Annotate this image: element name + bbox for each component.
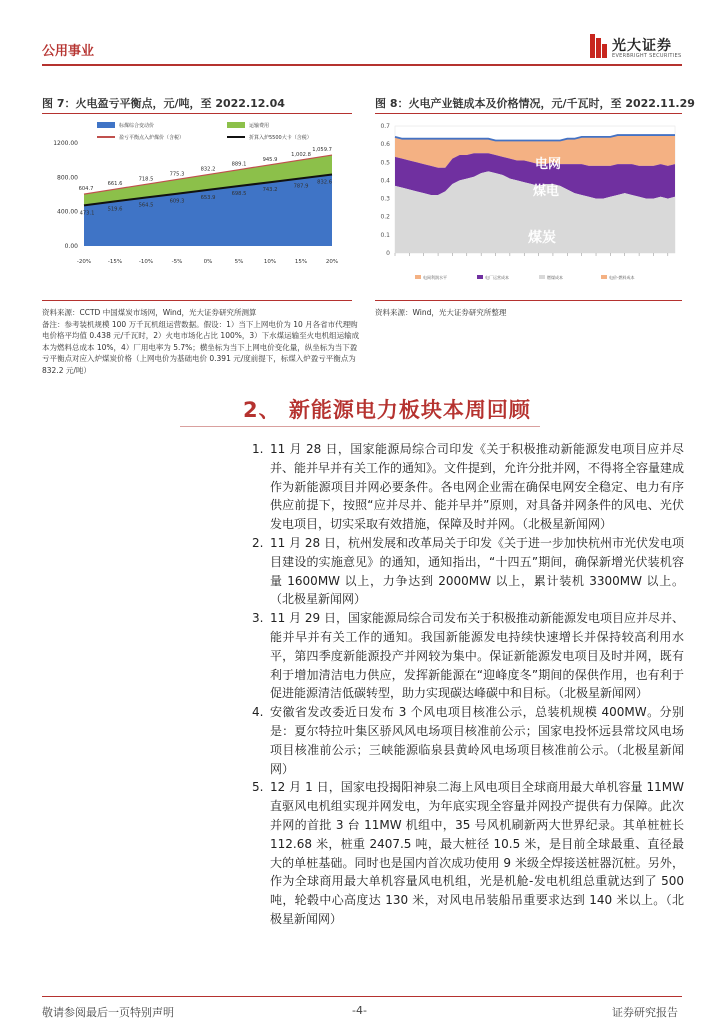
- data-label: 718.5: [138, 176, 154, 183]
- data-label: 889.1: [231, 161, 247, 168]
- page-header: [0, 0, 724, 72]
- area-label: 煤炭: [528, 230, 556, 246]
- y-tick-label: 0.5: [380, 159, 390, 167]
- logo-mark-icon: [590, 34, 608, 58]
- legend-label: 折算入炉5500大卡（含税）: [249, 135, 312, 141]
- legend-label: 标煤综合变动价: [119, 123, 155, 129]
- y-tick-label: 0.3: [380, 195, 390, 203]
- figure-7-title-rule: [42, 113, 352, 114]
- x-tick-label: 5%: [234, 259, 244, 265]
- figure-7-source: 资料来源：CCTD 中国煤炭市场网，Wind，光大证券研究所测算: [42, 308, 257, 317]
- data-label: 604.7: [78, 186, 94, 193]
- data-label: 787.9: [293, 183, 309, 190]
- data-label: 743.2: [262, 187, 278, 194]
- data-label: 473.1: [79, 210, 95, 217]
- x-tick-label: 20%: [325, 259, 339, 265]
- legend-swatch: [601, 275, 607, 279]
- item-number: 5.: [252, 780, 264, 795]
- y-tick-label: 0.7: [380, 123, 390, 130]
- y-tick-label: 0.00: [64, 243, 78, 250]
- section-title: 2、 新能源电力板块本周回顾: [243, 398, 531, 422]
- figure-7-title: 图 7：火电盈亏平衡点，元/吨，至 2022.12.04: [42, 97, 285, 110]
- logo-text: 光大证券: [612, 38, 672, 54]
- legend-swatch: [97, 122, 115, 128]
- footer-rule: [42, 996, 682, 997]
- cost-chain-chart: [375, 118, 680, 283]
- figure-8-title: 图 8：火电产业链成本及价格情况，元/千瓦时，至 2022.11.29: [375, 97, 695, 110]
- figure-8-source: 资料来源：Wind，光大证券研究所整理: [375, 308, 507, 317]
- legend-swatch: [539, 275, 545, 279]
- y-tick-label: 0: [386, 250, 390, 257]
- y-tick-label: 0.4: [380, 177, 390, 185]
- x-tick-label: -10%: [138, 259, 154, 265]
- figure-8-source-rule: [375, 300, 682, 301]
- item-text: 安徽省发改委近日发布 3 个风电项目核准公示，总装机规模 400MW。分别是：夏尔特拉叶集区骄风风电场项目核准前公示；国家电投怀远县常坟风电场项目核准前公示；三峡能源临泉县黄岭风电场项目核准前公示。（北极星新闻网）: [270, 705, 684, 776]
- legend-swatch: [477, 275, 483, 279]
- legend-swatch: [415, 275, 421, 279]
- data-label: 519.6: [107, 206, 123, 213]
- item-number: 2.: [252, 535, 264, 550]
- footer-disclaimer: 敬请参阅最后一页特别声明: [42, 1006, 174, 1019]
- data-label: 832.2: [200, 166, 216, 173]
- footer-label: 证券研究报告: [612, 1006, 678, 1019]
- legend-label: 燃煤成本: [547, 275, 563, 280]
- data-label: 945.9: [262, 156, 278, 163]
- legend-swatch: [227, 122, 245, 128]
- legend-label: 电价-燃料成本: [609, 275, 635, 280]
- item-number: 3.: [252, 611, 264, 626]
- header-rule: [42, 64, 682, 66]
- data-label: 698.5: [231, 191, 247, 198]
- figure-7-notes: [42, 307, 362, 376]
- figure-8-title-rule: [375, 113, 682, 114]
- list-item: [252, 609, 684, 703]
- data-label: 1,002.8: [291, 151, 311, 158]
- legend-label: 电网利润水平: [423, 275, 447, 280]
- y-tick-label: 1200.00: [53, 140, 78, 147]
- x-tick-label: -5%: [171, 259, 183, 265]
- section-rule: [180, 426, 540, 427]
- list-item: [252, 703, 684, 778]
- page-number: -4-: [352, 1004, 367, 1017]
- item-text: 12 月 1 日，国家电投揭阳神泉二海上风电项目全球商用最大单机容量 11MW 直驱风电机组实现并网发电，为年底实现全容量并网投产提供有力保障。此次并网的首批 3 台 11MW 机组中，35 号风机刷新两大世界纪录。其单桩桩长 112.68 米，桩重 2407.5 吨，最大桩径 10.5 米，是目前全球最重、直径最大的单桩基础。同时也是国内首次成功使用 9 米级全焊接送桩器沉桩。另外，作为全球商用最大单机容量风电机组，光是机舱-发电机组总重就达到了 500 吨，轮毂中心高度达 130 米，对风电吊装船吊重要求达到 140 米以上。（北极星新闻网）: [270, 780, 684, 926]
- y-tick-label: 0.6: [380, 141, 390, 149]
- item-text: 11 月 28 日，国家能源局综合司印发《关于积极推动新能源发电项目应并尽并、能并早并有关工作的通知》。文件提到，允许分批并网，不得将全容量建成作为新能源项目并网必要条件。各电网企业需在确保电网安全稳定、电力有序供应前提下，按照“应并尽并、能并早并”原则，对具备并网条件的风电、光伏发电项目，切实采取有效措施，保障及时并网。（北极星新闻网）: [270, 442, 685, 532]
- y-tick-label: 0.2: [380, 213, 390, 221]
- figure-7-source-rule: [42, 300, 352, 301]
- x-tick-label: 0%: [203, 259, 213, 265]
- data-label: 609.3: [169, 198, 185, 205]
- area-label: 电网: [535, 157, 562, 172]
- data-label: 832.6: [317, 179, 332, 186]
- breakeven-chart: [42, 118, 342, 283]
- item-number: 4.: [252, 705, 264, 720]
- data-label: 1,059.7: [312, 147, 332, 154]
- data-label: 661.6: [107, 181, 123, 188]
- data-label: 775.3: [169, 171, 185, 178]
- legend-label: 运输费用: [249, 123, 270, 129]
- list-item: [252, 534, 684, 609]
- y-tick-label: 400.00: [57, 208, 78, 216]
- x-tick-label: 10%: [263, 259, 277, 265]
- list-item: [252, 440, 684, 534]
- item-text: 11 月 28 日，杭州发展和改革局关于印发《关于进一步加快杭州市光伏发电项目建设的实施意见》的通知，通知指出，“十四五”期间，确保新增光伏装机容量 1600MW 以上，力争达到 2000MW 以上，累计装机 3300MW 以上。（北极星新闻网）: [270, 535, 684, 607]
- y-tick-label: 0.1: [380, 231, 390, 239]
- figure-7-note: 备注：参考装机规模 100 万千瓦机组运营数据。假设：1）当下上网电价为 10 月各省市代理购电价格平均值 0.438 元/千瓦时，2）火电市场化占比 100%，3）下水煤运输至火电机组运输成本为燃料总成本 10%，4）厂用电率为 5.7%；横坐标为当下上网电价变化量，纵坐标为当下盈亏平衡点对应入炉煤炭价格（上网电价为基础电价 0.391 元/度前提下，标煤入炉盈亏平衡点为 832.2 元/吨）: [42, 319, 360, 375]
- data-label: 653.9: [200, 194, 216, 201]
- news-list: [252, 440, 684, 929]
- y-tick-label: 800.00: [57, 174, 78, 182]
- legend-label: 盈亏平衡点入炉煤价（含税）: [119, 135, 185, 141]
- x-tick-label: -15%: [107, 259, 123, 265]
- item-number: 1.: [252, 442, 264, 456]
- brand-logo: [590, 34, 690, 62]
- list-item: [252, 778, 684, 928]
- x-tick-label: 15%: [294, 259, 308, 265]
- item-text: 11 月 29 日，国家能源局综合司发布关于积极推动新能源发电项目应并尽并、能并早并有关工作的通知。我国新能源发电持续快速增长并保持较高利用水平，第四季度新能源投产并网较为集中。保证新能源发电项目及时并网，既有利于增加清洁电力供应，发挥新能源在“迎峰度冬”期间的保供作用，也有利于促进能源清洁低碳转型，助力实现碳达峰碳中和目标。（北极星新闻网）: [270, 611, 684, 701]
- area-label: 煤电: [533, 184, 560, 199]
- legend-label: 电厂运营成本: [485, 275, 509, 280]
- x-tick-label: -20%: [76, 259, 92, 265]
- logo-subtext: EVERBRIGHT SECURITIES: [612, 53, 682, 59]
- sector-tag: 公用事业: [42, 44, 95, 59]
- data-label: 564.5: [138, 202, 154, 209]
